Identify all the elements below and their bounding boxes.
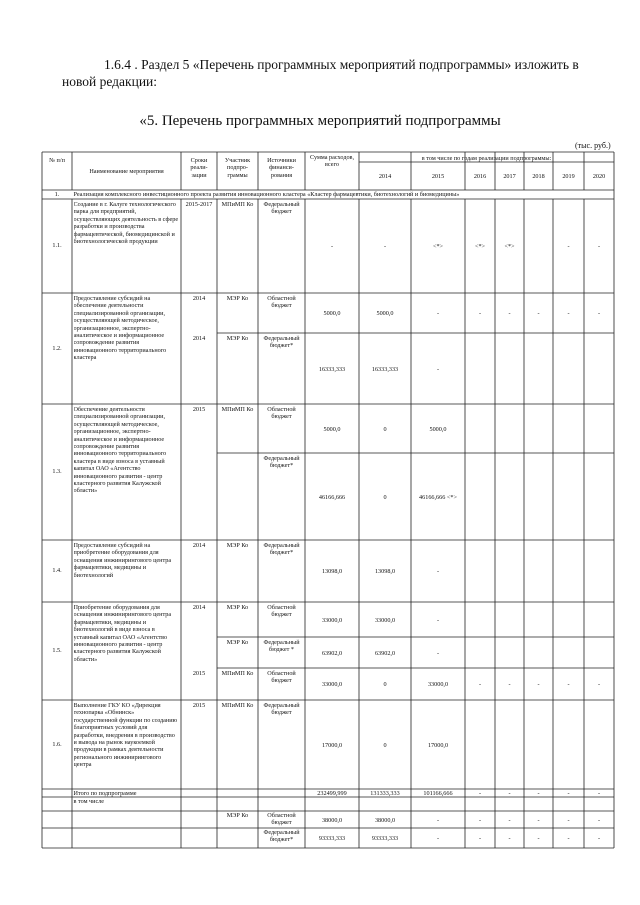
header-total: Сумма расходов, всего: [309, 154, 355, 169]
summary-year-value: -: [478, 816, 482, 824]
header-year: 2017: [503, 173, 516, 180]
row-year-value: 16333,333: [371, 365, 399, 373]
row-term: 2015: [192, 670, 206, 677]
row-total: 17000,0: [321, 741, 343, 749]
row-participant: МПиМП Ко: [221, 406, 254, 413]
row-year-value: 0: [383, 741, 387, 749]
row-participant: МЭР Ко: [226, 335, 249, 342]
row-participant: МПиМП Ко: [221, 201, 254, 208]
summary-total: 93333,333: [318, 835, 346, 842]
summary-year-value: 101166,666: [423, 790, 453, 797]
row-total: -: [330, 243, 334, 250]
summary-name: Итого по подпрограмме: [73, 790, 137, 797]
summary-year-value: -: [508, 835, 511, 842]
summary-year-value: 38000,0: [374, 816, 396, 824]
row-year-value: 13098,0: [374, 568, 396, 575]
row-participant: МЭР Ко: [226, 639, 249, 646]
row-source: Областной бюджет: [267, 406, 296, 421]
row-total: 33000,0: [321, 616, 343, 624]
summary-name: в том числе: [73, 798, 105, 805]
summary-total: 232499,999: [317, 790, 347, 797]
summary-year-value: -: [508, 790, 511, 797]
row-total: 33000,0: [321, 681, 343, 688]
header-term: Сроки реали- зации: [190, 157, 208, 179]
row-year-value: 0: [383, 425, 387, 433]
header-participant: Участник подпро- граммы: [224, 157, 251, 179]
row-year-value: -: [436, 310, 440, 317]
header-year: 2019: [562, 173, 575, 180]
row-source: Федеральный бюджет*: [263, 542, 300, 557]
row-participant: МПиМП Ко: [221, 702, 254, 709]
row-total: 5000,0: [323, 310, 341, 317]
row-source: Федеральный бюджет*: [263, 335, 300, 350]
row-term: 2015-2017: [185, 201, 213, 208]
row-name: Обеспечение деятельности специализированной организации, осуществляющей методическое, организационное, экспертно-аналитическое и информационное сопровождение развития инновационного территориального кластера в виде взноса в уставный капитал ОАО «Агентство инновационного развития - центр кластерного развития Калужской области»: [73, 406, 167, 495]
row-year-value: -: [567, 243, 570, 250]
summary-participant: МЭР Ко: [226, 812, 249, 819]
row-source: Федеральный бюджет: [263, 702, 300, 717]
row-participant: МЭР Ко: [226, 295, 249, 302]
summary-year-value: -: [597, 790, 601, 797]
row-name: Предоставление субсидий на приобретение оборудования для оснащения инжинирингового центра фармацевтики, медицины и биотехнологий: [73, 542, 172, 579]
section-heading: «5. Перечень программных мероприятий подпрограммы: [139, 113, 501, 129]
summary-year-value: 131333,333: [370, 790, 400, 797]
row-year-value: <*>: [504, 243, 515, 250]
summary-year-value: -: [597, 816, 601, 824]
row-year-value: -: [537, 681, 540, 688]
row-year-value: 17000,0: [427, 741, 449, 749]
row-source: Федеральный бюджет: [263, 201, 300, 216]
row-year-value: 5000,0: [429, 425, 447, 433]
row-year-value: -: [567, 681, 570, 688]
row-num: 1.5.: [52, 647, 62, 654]
row-term: 2014: [192, 604, 206, 611]
row-name: Предоставление субсидий на обеспечение деятельности специализированной организации, осуществляющей методическое, организационное, экспертно-аналитическое и информационное сопровождение развития инновационного территориального кластера: [73, 295, 167, 362]
row-total: 5000,0: [323, 425, 341, 433]
row-num: 1.2.: [52, 344, 62, 352]
row-year-value: 5000,0: [376, 310, 394, 317]
header-num: № п/п: [49, 157, 65, 164]
row-year-value: 46166,666 <*>: [419, 493, 457, 501]
row-year-value: -: [436, 616, 440, 624]
summary-total: 38000,0: [321, 816, 343, 824]
row-year-value: -: [436, 365, 440, 373]
summary-year-value: -: [537, 790, 540, 797]
header-source: Источники финанси- рования: [267, 157, 296, 179]
header-year: 2015: [431, 173, 445, 180]
row-year-value: 33000,0: [427, 681, 449, 688]
row-year-value: -: [567, 310, 570, 317]
row-num: 1.4.: [52, 567, 62, 574]
row-source: Федеральный бюджет*: [263, 455, 300, 470]
row-source: Областной бюджет: [267, 604, 296, 619]
row-term: 2014: [192, 542, 206, 549]
row-num: 1.1.: [52, 242, 62, 249]
summary-year-value: -: [436, 835, 440, 842]
summary-year-value: -: [478, 835, 482, 842]
summary-year-value: -: [567, 835, 570, 842]
row-year-value: -: [597, 243, 601, 250]
row-source: Областной бюджет: [267, 295, 296, 310]
row-source: Федеральный бюджет *: [263, 639, 300, 654]
row-year-value: -: [597, 310, 601, 317]
row-year-value: <*>: [432, 243, 444, 250]
row-total: 13098,0: [321, 568, 343, 575]
row-year-value: -: [597, 681, 601, 688]
header-year: 2020: [592, 173, 606, 180]
summary-year-value: -: [567, 816, 570, 824]
row-num: 1.3.: [52, 468, 62, 475]
section-title: Реализация комплексного инвестиционного проекта развития инновационного кластера «Кластер фармацевтики, биотехнологий и биомедицины»: [73, 191, 460, 198]
row-year-value: -: [537, 310, 540, 317]
summary-year-value: -: [478, 790, 482, 797]
header-by-year: в том числе по годам реализации подпрограммы:: [421, 155, 552, 162]
row-year-value: <*>: [474, 243, 486, 250]
summary-source: Федеральный бюджет*: [263, 829, 300, 844]
row-name: Выполнение ГКУ КО «Дирекция технопарка «Обнинск» государственной функции по созданию благоприятных условий для разработки, внедрения в производство и вывода на рынок наукоемкой продукции в рамках деятельности регионального инжинирингового центра: [73, 702, 178, 769]
row-year-value: -: [508, 310, 511, 317]
units-label: (тыс. руб.): [575, 141, 611, 150]
row-year-value: -: [508, 681, 511, 688]
row-year-value: 33000,0: [374, 616, 396, 624]
row-participant: МЭР Ко: [226, 542, 249, 549]
summary-year-value: -: [567, 790, 570, 797]
summary-year-value: -: [436, 816, 440, 824]
header-year: 2016: [473, 173, 487, 180]
summary-year-value: -: [597, 835, 601, 842]
header-year: 2014: [378, 173, 392, 180]
row-total: 63902,0: [321, 649, 343, 657]
row-term: 2014: [192, 335, 206, 342]
row-participant: МЭР Ко: [226, 604, 249, 611]
row-source: Областной бюджет: [267, 670, 296, 685]
row-name: Приобретение оборудования для оснащения инжинирингового центра фармацевтики, медицины и биотехнологий в виде взноса в уставный капитал ОАО «Агентство инновационного развития - центр кластерного развития Калужской области»: [73, 604, 172, 663]
row-term: 2014: [192, 295, 206, 302]
row-year-value: -: [436, 649, 440, 657]
summary-year-value: -: [508, 816, 511, 824]
row-term: 2015: [192, 406, 206, 413]
row-term: 2015: [192, 702, 206, 709]
section-num: 1.: [54, 191, 60, 198]
row-year-value: -: [383, 243, 387, 250]
summary-year-value: -: [537, 816, 540, 824]
row-year-value: 0: [383, 681, 387, 688]
row-total: 46166,666: [318, 493, 346, 501]
row-year-value: 63902,0: [374, 649, 396, 657]
row-total: 16333,333: [318, 365, 346, 373]
summary-source: Областной бюджет: [267, 812, 296, 827]
row-year-value: 0: [383, 493, 387, 501]
header-year: 2018: [532, 173, 545, 180]
row-year-value: -: [436, 568, 440, 575]
row-year-value: -: [478, 681, 482, 688]
row-num: 1.6.: [52, 740, 62, 748]
row-name: Создание в г. Калуге технологического парка для предприятий, осуществляющих деятельность в сфере разработки и производства фармацевтической, биомедицинской и биотехнологической продукции: [73, 201, 179, 246]
row-year-value: -: [478, 310, 482, 317]
summary-year-value: -: [537, 835, 540, 842]
summary-year-value: 93333,333: [371, 835, 399, 842]
row-participant: МПиМП Ко: [221, 670, 254, 677]
header-name: Наименование мероприятия: [89, 168, 164, 175]
intro-paragraph: 1.6.4 . Раздел 5 «Перечень программных мероприятий подпрограммы» изложить в новой редакции:: [62, 57, 579, 89]
